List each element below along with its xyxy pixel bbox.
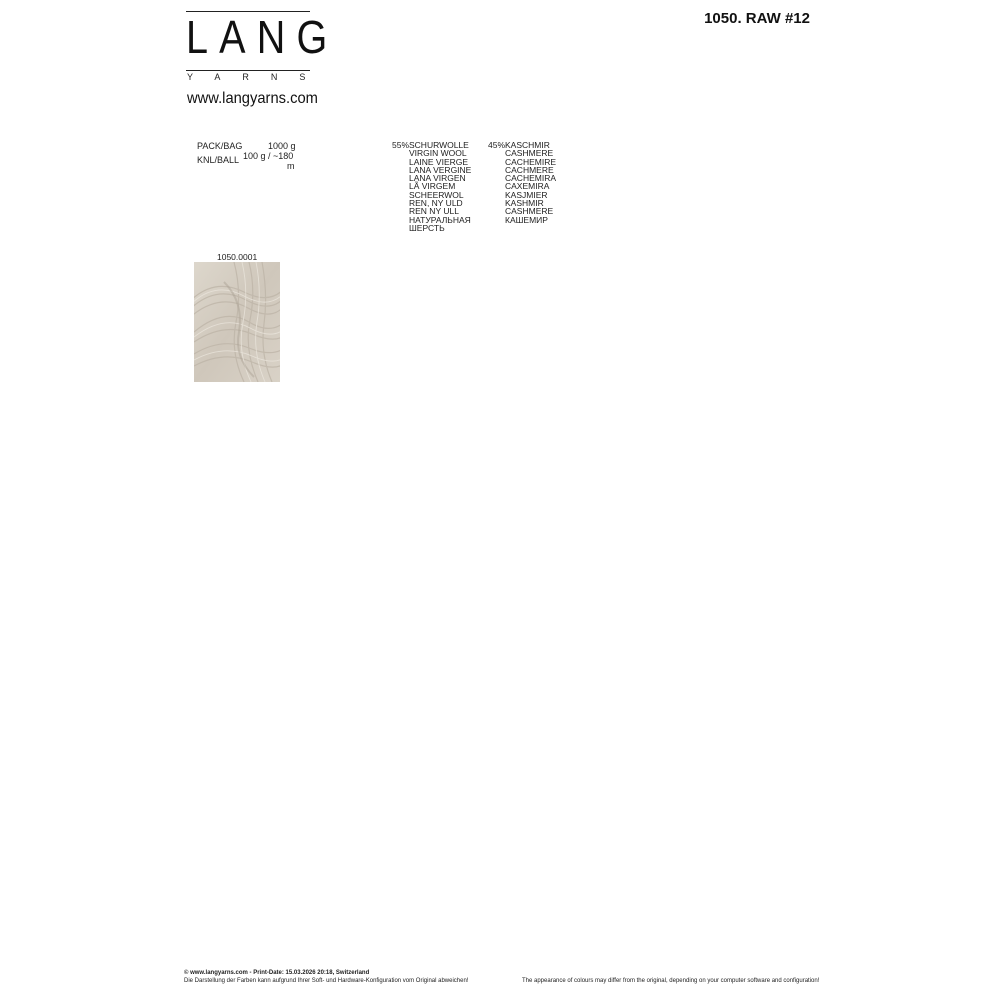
- website-url: www.langyarns.com: [187, 90, 318, 107]
- ball-value: 100 g / ~180: [243, 151, 294, 161]
- material-item: SCHEERWOL: [409, 189, 464, 200]
- material-item: KASJMIER: [505, 189, 548, 200]
- material-item: CACHEMIRE: [505, 156, 557, 167]
- material-item: ШЕРСТЬ: [409, 222, 445, 233]
- material-item: CASHMERE: [505, 148, 554, 159]
- material-item: KASHMIR: [505, 198, 544, 209]
- material-item: LÃ VIRGEM: [409, 181, 456, 192]
- footer-disclaimer-en: The appearance of colours may differ from the original, depending on your computer software and configuration!: [522, 978, 820, 984]
- material-item: VIRGIN WOOL: [409, 148, 467, 159]
- color-code: 1050.0001: [217, 252, 258, 262]
- material-item: CASHMERE: [505, 206, 554, 217]
- material-item: KASCHMIR: [505, 140, 550, 150]
- yarn-color-swatch[interactable]: [194, 262, 280, 382]
- footer-disclaimer-de: Die Darstellung der Farben kann aufgrund Ihrer Soft- und Hardware-Konfiguration vom Original abweichen!: [184, 978, 469, 984]
- logo-divider: [186, 70, 310, 71]
- composition-left-percent: 55%: [392, 140, 410, 150]
- material-item: LAINE VIERGE: [409, 156, 469, 167]
- logo-brand: LANG: [186, 11, 339, 63]
- composition-left-list: [409, 141, 471, 232]
- page-title: 1050. RAW #12: [704, 10, 810, 27]
- material-item: SCHURWOLLE: [409, 140, 469, 150]
- pack-value: 1000 g: [268, 141, 296, 151]
- composition-right-list: [505, 141, 556, 224]
- footer-copyright: © www.langyarns.com - Print-Date: 15.03.2026 20:18, Switzerland: [184, 970, 370, 976]
- composition-right-percent: 45%: [488, 140, 506, 150]
- material-item: REN NY ULL: [409, 206, 459, 217]
- pack-label: PACK/BAG: [197, 141, 243, 151]
- lang-yarns-logo: [186, 10, 339, 110]
- material-item: CAXEMIRA: [505, 181, 550, 192]
- material-item: CACHEMIRA: [505, 173, 557, 184]
- material-item: LANA VERGINE: [409, 164, 472, 175]
- material-item: НАТУРАЛЬНАЯ: [409, 214, 471, 225]
- ball-label: KNL/BALL: [197, 155, 240, 165]
- material-item: CACHMERE: [505, 164, 554, 175]
- material-item: REN, NY ULD: [409, 198, 463, 209]
- yarn-skein-texture: [194, 262, 280, 382]
- material-item: КАШЕМИР: [505, 214, 548, 225]
- material-item: LANA VIRGEN: [409, 173, 466, 184]
- ball-value-unit: m: [287, 161, 295, 171]
- logo-subtitle: YARNS: [187, 72, 328, 82]
